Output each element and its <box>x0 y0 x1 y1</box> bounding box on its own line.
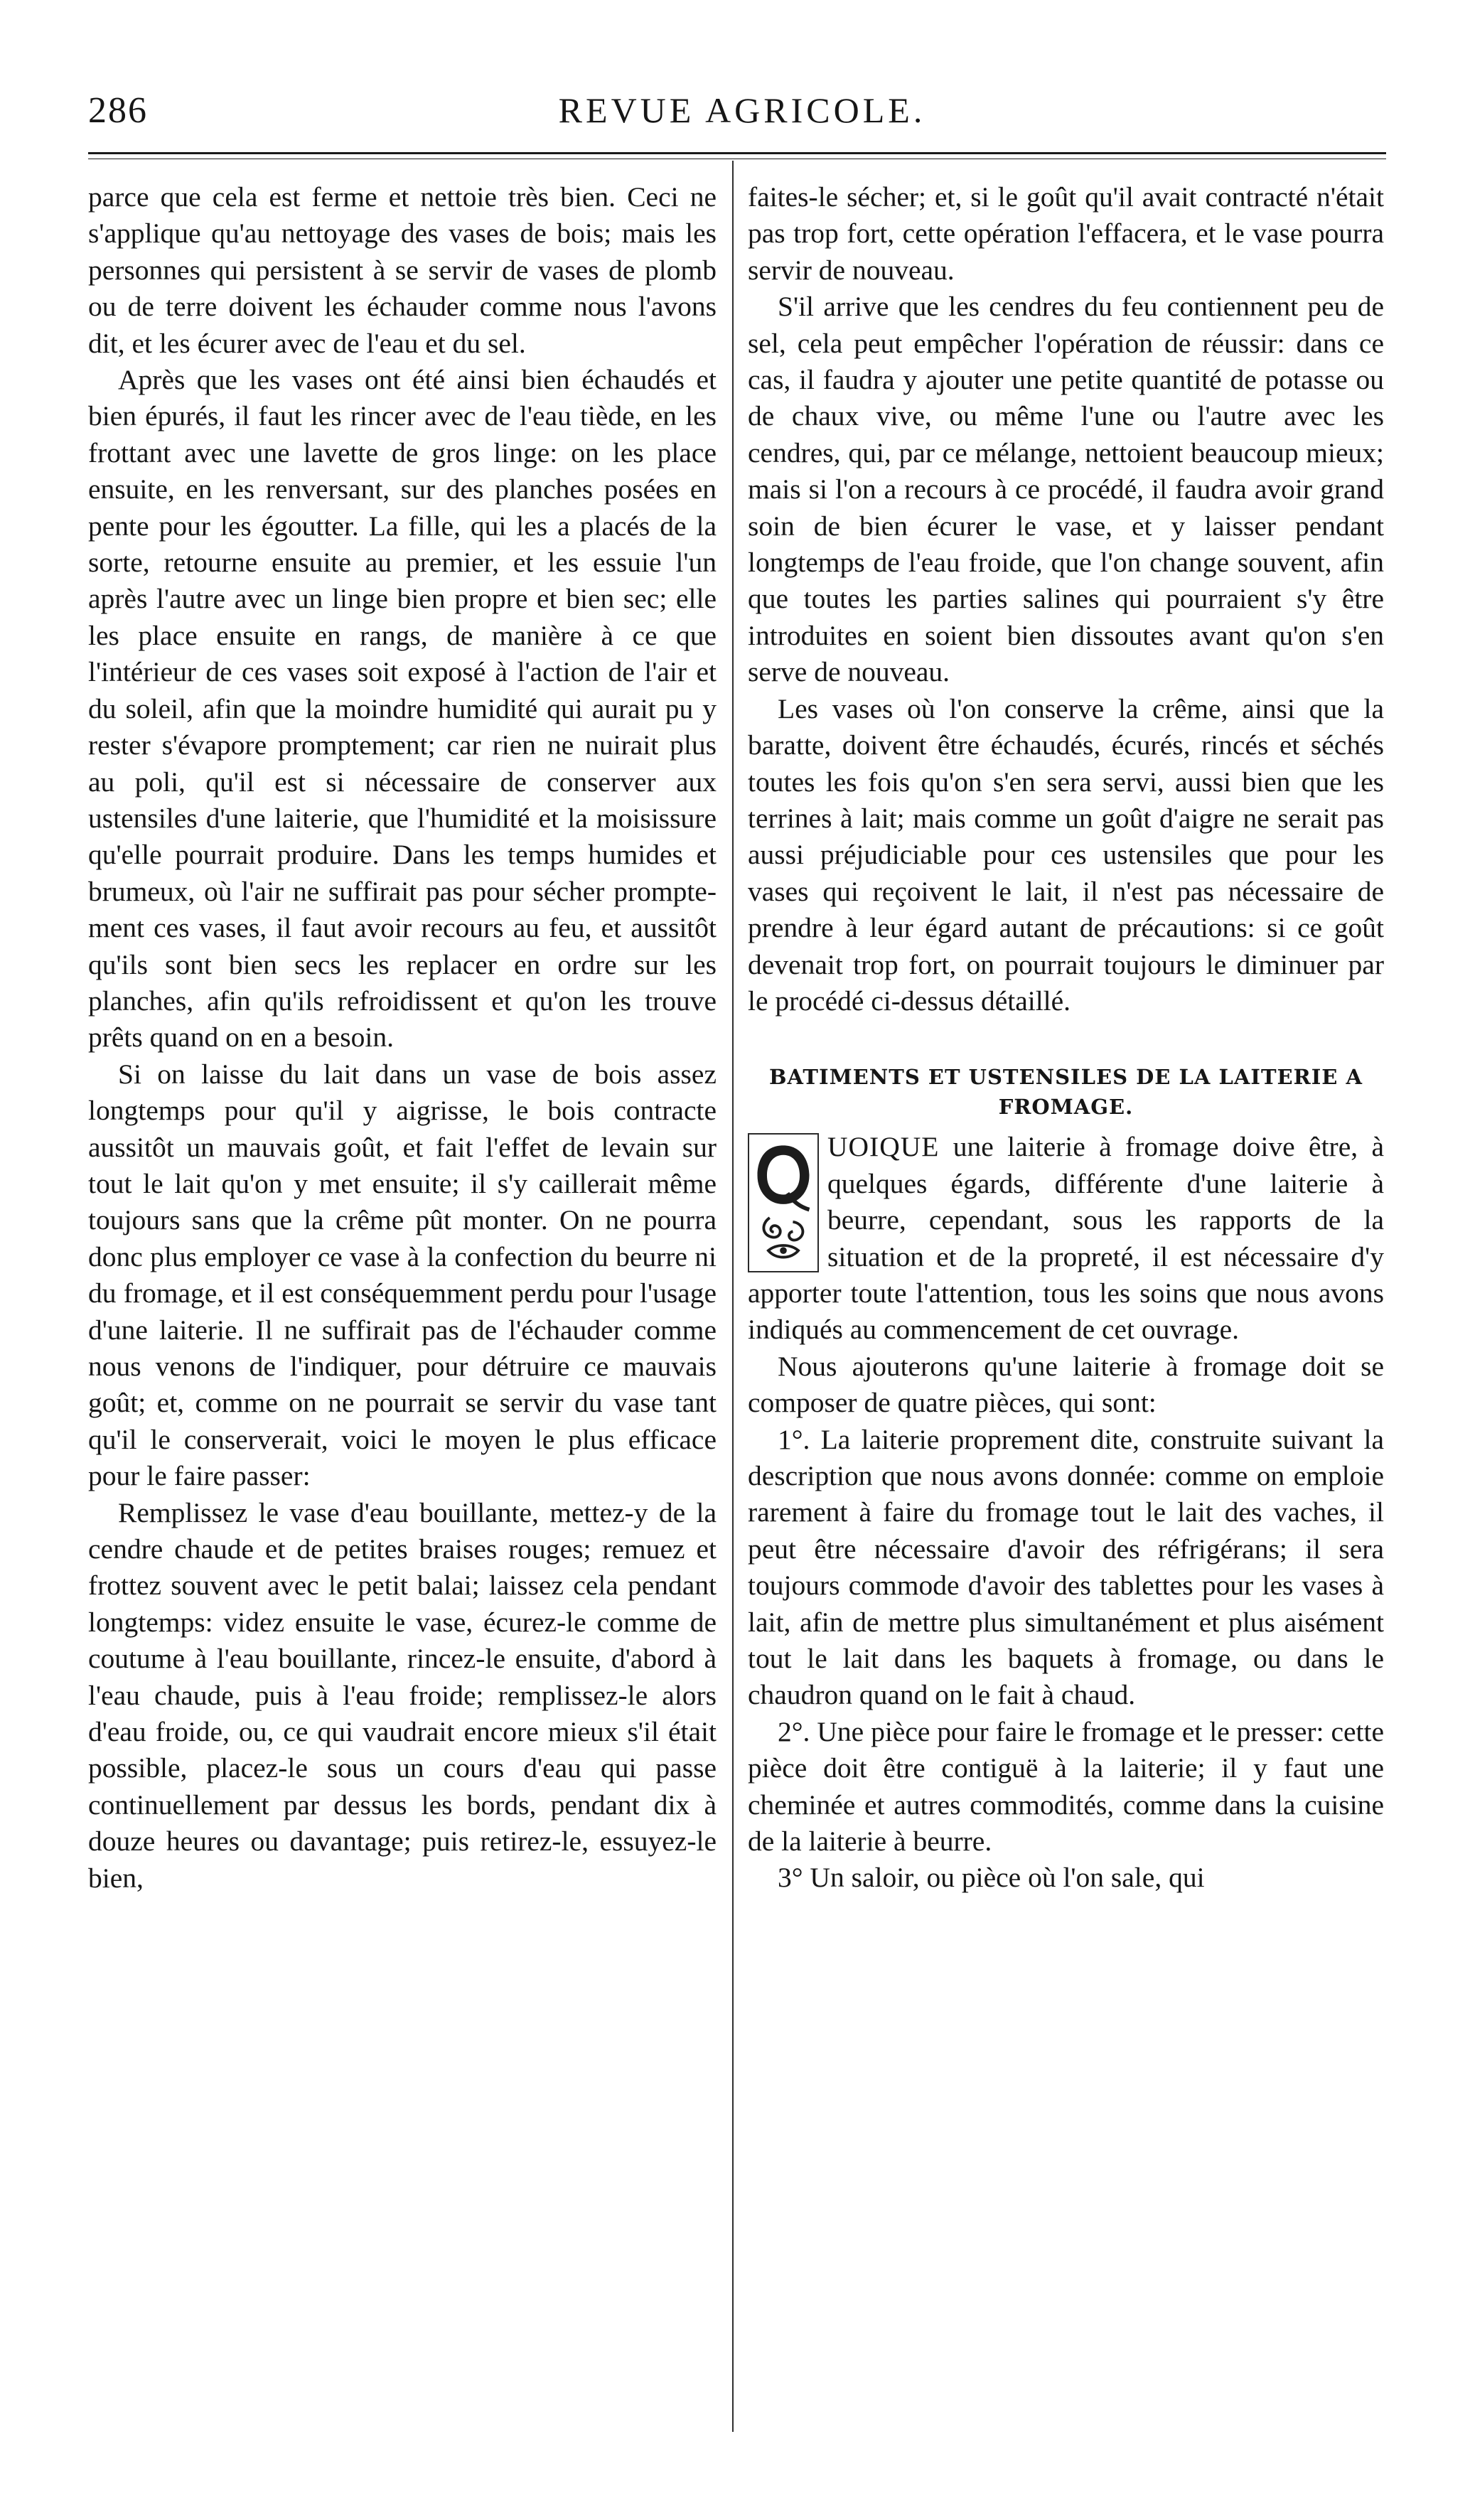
paragraph: faites-le sécher; et, si le goût qu'il avait contracté n'était pas trop fort, cette opération l'effacera, et le vase pourra servir de nouveau. <box>748 181 1384 286</box>
dropcap-paragraph <box>748 1129 1384 1348</box>
list-paragraph: 1°. La laiterie proprement dite, construite suivant la description que nous avons donnée: comme on emploie rarement à faire du fromage tout le lait des vaches, il peut être nécessaire d'avoir des réfrigérans; il sera toujours commode d'avoir des tablettes pour les vases à lait, afin de mettre plus simultanément et plus aisément tout le lait dans les baquets à fromage, ou dans le chaudron quand on le fait à chaud. <box>748 1423 1384 1711</box>
paragraph: Remplissez le vase d'eau bouillante, mettez-y de la cendre chaude et de petites braises rouges; remuez et frottez souvent avec le petit balai; laissez cela pendant longtemps: videz ensuite le vase, écurez-le comme de coutume à l'eau bouillante, rincez-le ensuite, d'abord à l'eau chaude, puis à l'eau froide; remplissez-le alors d'eau froide, ou, ce qui vaudrait encore mieux s'il était possible, placez-le sous un cours d'eau qui passe continuellement par dessus les bords, pendant dix à douze heures ou davantage; puis retirez-le, essuyez-le bien, <box>88 1496 717 1894</box>
page-header <box>88 85 1396 142</box>
ornament-icon <box>749 1135 817 1271</box>
ornamental-dropcap-q <box>748 1133 819 1272</box>
paragraph: Après que les vases ont été ainsi bien échaudés et bien épurés, il faut les rincer avec de l'eau tiède, en les frottant avec une lavette de gros linge: on les place ensuite, en les renversant, sur des planches posées en pente pour les égoutter. La fille, qui les a placés de la sorte, retourne ensuite au premier, et les essuie l'un après l'autre avec un linge bien propre et bien sec; elle les place ensuite en rangs, de manière à ce que l'intérieur de ces vases soit exposé à l'action de l'air et du soleil, afin que la moindre humidité qui aurait pu y rester s'évapore promptement; car rien ne nuirait plus au poli, qu'il est si nécessaire de conserver aux ustensiles d'une laiterie, que l'humidité et la moisissure qu'elle pourrait produire. Dans les temps humides et brumeux, où l'air ne suffirait pas pour sécher promptement ces vases, il faut avoir recours au feu, et aussitôt qu'ils sont bien secs les replacer en ordre sur les planches, afin qu'ils refroidissent et qu'on les trouve prêts quand on en a besoin. <box>88 364 717 1053</box>
paragraph: parce que cela est ferme et nettoie très bien. Ceci ne s'applique qu'au nettoyage des vases de bois; mais les personnes qui persistent à se servir de vases de plomb ou de terre doivent les échauder comme nous l'avons dit, et les écurer avec de l'eau et du sel. <box>88 181 717 359</box>
paragraph-text: une laiterie à fromage doive être, à quelques égards, différente d'une laiterie à beurre, cependant, sous les rapports de la situation et de la propreté, il est nécessaire d'y apporter toute l'attention, tous les soins que nous avons indiqués au commencement de cet ouvrage. <box>748 1131 1384 1346</box>
header-rule <box>88 152 1386 159</box>
paragraph: S'il arrive que les cendres du feu contiennent peu de sel, cela peut empêcher l'opération de réussir: dans ce cas, il faudra y ajouter une petite quantité de potasse ou de chaux vive, ou même l'une ou l'autre avec les cendres, qui, par ce mélange, nettoient beaucoup mieux; mais si l'on a recours à ce procédé, il faudra avoir grand soin de bien écurer le vase, et y laisser pendant longtemps de l'eau froide, que l'on change souvent, afin que toutes les parties salines qui pourraient s'y être introduites en soient bien dissoutes avant qu'on s'en serve de nouveau. <box>748 291 1384 688</box>
page-number: 286 <box>88 90 148 131</box>
list-paragraph: 3° Un saloir, ou pièce où l'on sale, qui <box>778 1862 1205 1894</box>
paragraph: Les vases où l'on conserve la crême, ainsi que la baratte, doivent être échaudés, écurés, rincés et séchés toutes les fois qu'on s'en sera servi, aussi bien que les terrines à lait; mais comme un goût d'aigre ne serait pas aussi préjudiciable pour ces ustensiles que pour les vases qui reçoivent le lait, il n'est pas nécessaire de prendre à leur égard autant de précautions: si ce goût devenait trop fort, on pourrait toujours le diminuer par le procédé ci-dessus détaillé. <box>748 692 1384 1017</box>
left-column <box>88 179 717 1897</box>
section-heading: BATIMENTS ET USTENSILES DE LA LAITERIE A FROMAGE. <box>769 1065 1363 1120</box>
dropcap-lead-word: UOIQUE <box>827 1131 940 1163</box>
list-paragraph: 2°. Une pièce pour faire le fromage et le presser: cette pièce doit être contiguë à la laiterie; il y faut une cheminée et autres commodités, comme dans la cuisine de la laiterie à beurre. <box>748 1715 1384 1857</box>
paragraph: Nous ajouterons qu'une laiterie à fromage doit se composer de quatre pièces, qui sont: <box>748 1350 1384 1419</box>
paragraph: Si on laisse du lait dans un vase de bois assez longtemps pour qu'il y aigrisse, le bois contracte aussitôt un mauvais goût, et fait l'effet de levain sur tout le lait qu'on y met ensuite; il s'y caillerait même toujours sans que la crême pût monter. On ne pourra donc plus employer ce vase à la confection du beurre ni du fromage, et il est conséquemment perdu pour l'usage d'une laiterie. Il ne suffirait pas de l'échauder comme nous venons de l'indiquer, pour détruire ce mauvais goût; et, comme on ne pourrait se servir du vase tant qu'il le conserverait, voici le moyen le plus efficace pour le faire passer: <box>88 1058 717 1492</box>
column-divider <box>732 161 734 2432</box>
running-title: REVUE AGRICOLE. <box>558 90 926 130</box>
right-column <box>748 179 1384 1897</box>
